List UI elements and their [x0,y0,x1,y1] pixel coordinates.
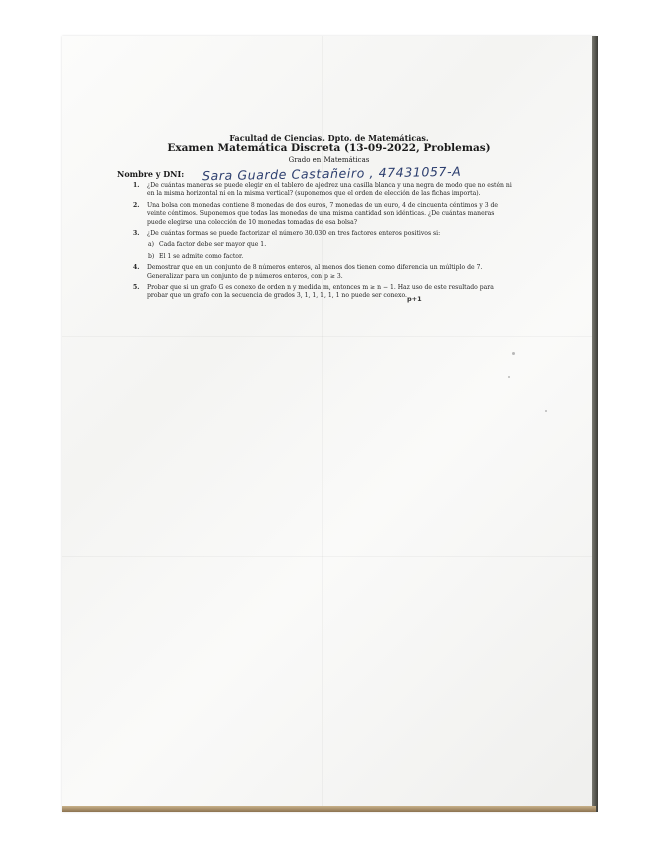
problem-5 [133,284,513,301]
problem-number: 2. [133,201,140,209]
faculty-heading: Facultad de Ciencias. Dpto. de Matemáticas. [229,133,429,143]
problem-number: 3. [133,230,140,238]
name-dni-label: Nombre y DNI: [117,169,185,179]
subitem-label: a) [148,241,155,249]
exam-title: Examen Matemática Discreta (13-09-2022, Problemas) [167,142,491,154]
problem-list [133,182,513,304]
speck [545,410,547,412]
problem-number: 5. [133,284,140,292]
problem-number: 1. [133,182,140,189]
speck [512,352,515,355]
problem-4 [133,264,513,281]
subitem-text: El 1 se admite como factor. [159,252,244,260]
paper-crease [62,336,596,337]
problem-text: Probar que si un grafo G es conexo de orden n y medida m, entonces m ≥ n − 1. Haz uso de este resultado para probar que un grafo con la secuencia de grados 3, 1, 1, 1, 1, 1 no puede ser conexo. [147,284,494,300]
subitem-text: Cada factor debe ser mayor que 1. [159,241,267,249]
table-edge [62,806,596,812]
paper-crease [62,556,596,557]
subitem-b [147,253,513,261]
problem-number: 4. [133,264,140,272]
subitem-a [147,241,513,249]
handwritten-name-dni: Sara Guarde Castañeiro , 47431057-A [201,163,462,184]
problem-text: ¿De cuántas formas se puede factorizar el número 30.030 en tres factores enteros positivos si: [147,230,441,238]
problem-2 [133,202,513,227]
problem-1 [133,182,513,199]
subitem-label: b) [148,252,155,260]
problem-3 [133,230,513,261]
student-name-row [117,163,547,184]
problem-text: Una bolsa con monedas contiene 8 monedas de dos euros, 7 monedas de un euro, 4 de cincuenta céntimos y 3 de veinte céntimos. Suponemos que todas las monedas de una misma cantidad son idénticas. ¿De cuántas maneras puede elegirse una colección de 10 monedas tomadas de esa bolsa? [147,201,499,226]
problem-text: Demostrar que en un conjunto de 8 números enteros, al menos dos tienen como diferencia un múltiplo de 7. Generalizar para un conjunto de p números enteros, con p ≥ 3. [147,264,483,280]
speck [508,376,510,378]
degree-subtitle: Grado en Matemáticas [288,156,370,164]
problem-text: ¿De cuántas maneras se puede elegir en el tablero de ajedrez una casilla blanca y una negra de modo que no estén ni en la misma horizontal ni en la misma vertical? (suponemos que el orden de elección de las fichas importa). [147,182,512,198]
handwritten-annotation: p+1 [407,295,422,303]
